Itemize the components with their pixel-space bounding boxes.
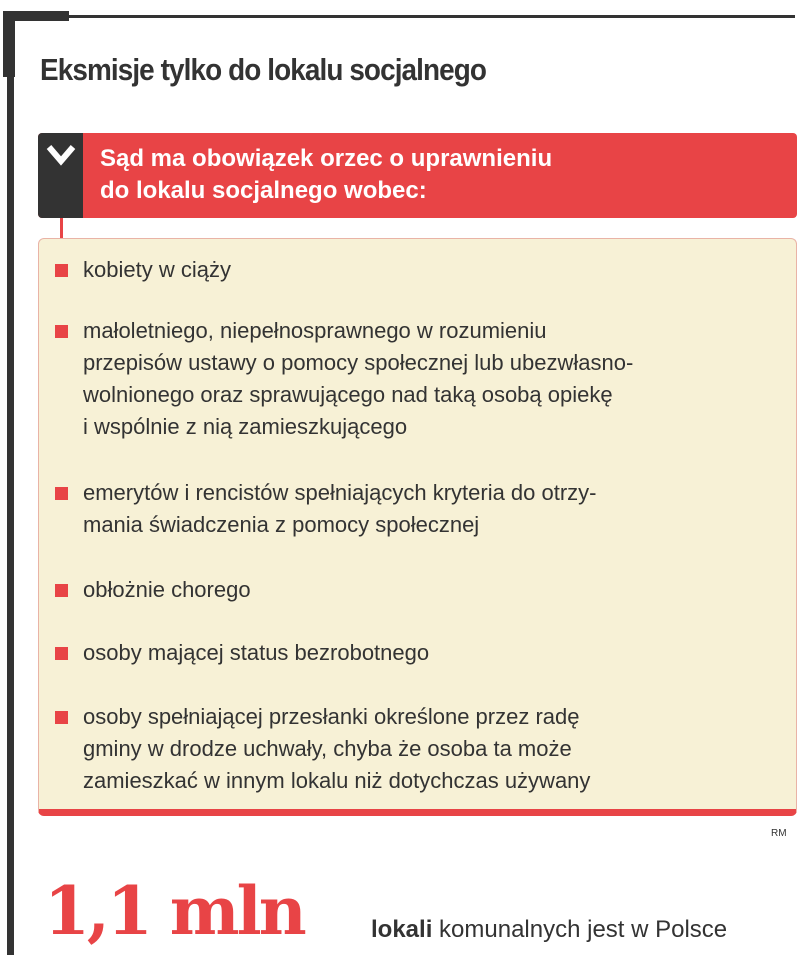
frame-left-line <box>7 12 14 955</box>
list-item-text: małoletniego, niepełnosprawnego w rozumieniu przepisów ustawy o pomocy społecznej lub ubezwłasno- wolnionego oraz sprawującego nad taką osobą opiekę i wspólnie z nią zamieszkującego <box>83 318 634 439</box>
connector-line <box>60 218 63 240</box>
list-box <box>38 238 797 816</box>
list-item <box>55 701 590 797</box>
bullet-icon <box>55 584 68 597</box>
list-item-text: kobiety w ciąży <box>83 257 231 282</box>
list-item-text: osoby mającej status bezrobotnego <box>83 640 430 665</box>
stat-label-rest: komunalnych jest w Polsce <box>432 916 728 943</box>
bullet-icon <box>55 711 68 724</box>
list-item <box>55 637 429 669</box>
stat-label-bold: lokali <box>371 916 433 943</box>
frame-top-line <box>7 15 795 18</box>
list-item-text: osoby spełniającej przesłanki określone przez radę gminy w drodze uchwały, chyba że osoba ta może zamieszkać w innym lokalu niż dotychczas używany <box>83 704 591 793</box>
bullet-icon <box>55 325 68 338</box>
infographic-title: Eksmisje tylko do lokalu socjalnego <box>40 52 487 87</box>
bullet-icon <box>55 487 68 500</box>
list-item-text: obłożnie chorego <box>83 577 251 602</box>
credit: RM <box>771 828 787 839</box>
list-item-text: emerytów i rencistów spełniających kryteria do otrzy- mania świadczenia z pomocy społecznej <box>83 480 597 537</box>
frame-corner-vertical <box>3 11 15 77</box>
header-text: Sąd ma obowiązek orzec o uprawnieniu do lokalu socjalnego wobec: <box>100 145 553 204</box>
bullet-icon <box>55 647 68 660</box>
stat-value: 1,1 mln <box>44 872 304 950</box>
list-item <box>55 477 597 541</box>
list-item <box>55 315 633 443</box>
stat-label <box>371 916 727 944</box>
chevron-down-icon <box>46 143 76 169</box>
chevron-box <box>38 133 83 218</box>
red-header <box>38 133 797 218</box>
bullet-icon <box>55 264 68 277</box>
list-item <box>55 574 251 606</box>
list-item <box>55 254 231 286</box>
